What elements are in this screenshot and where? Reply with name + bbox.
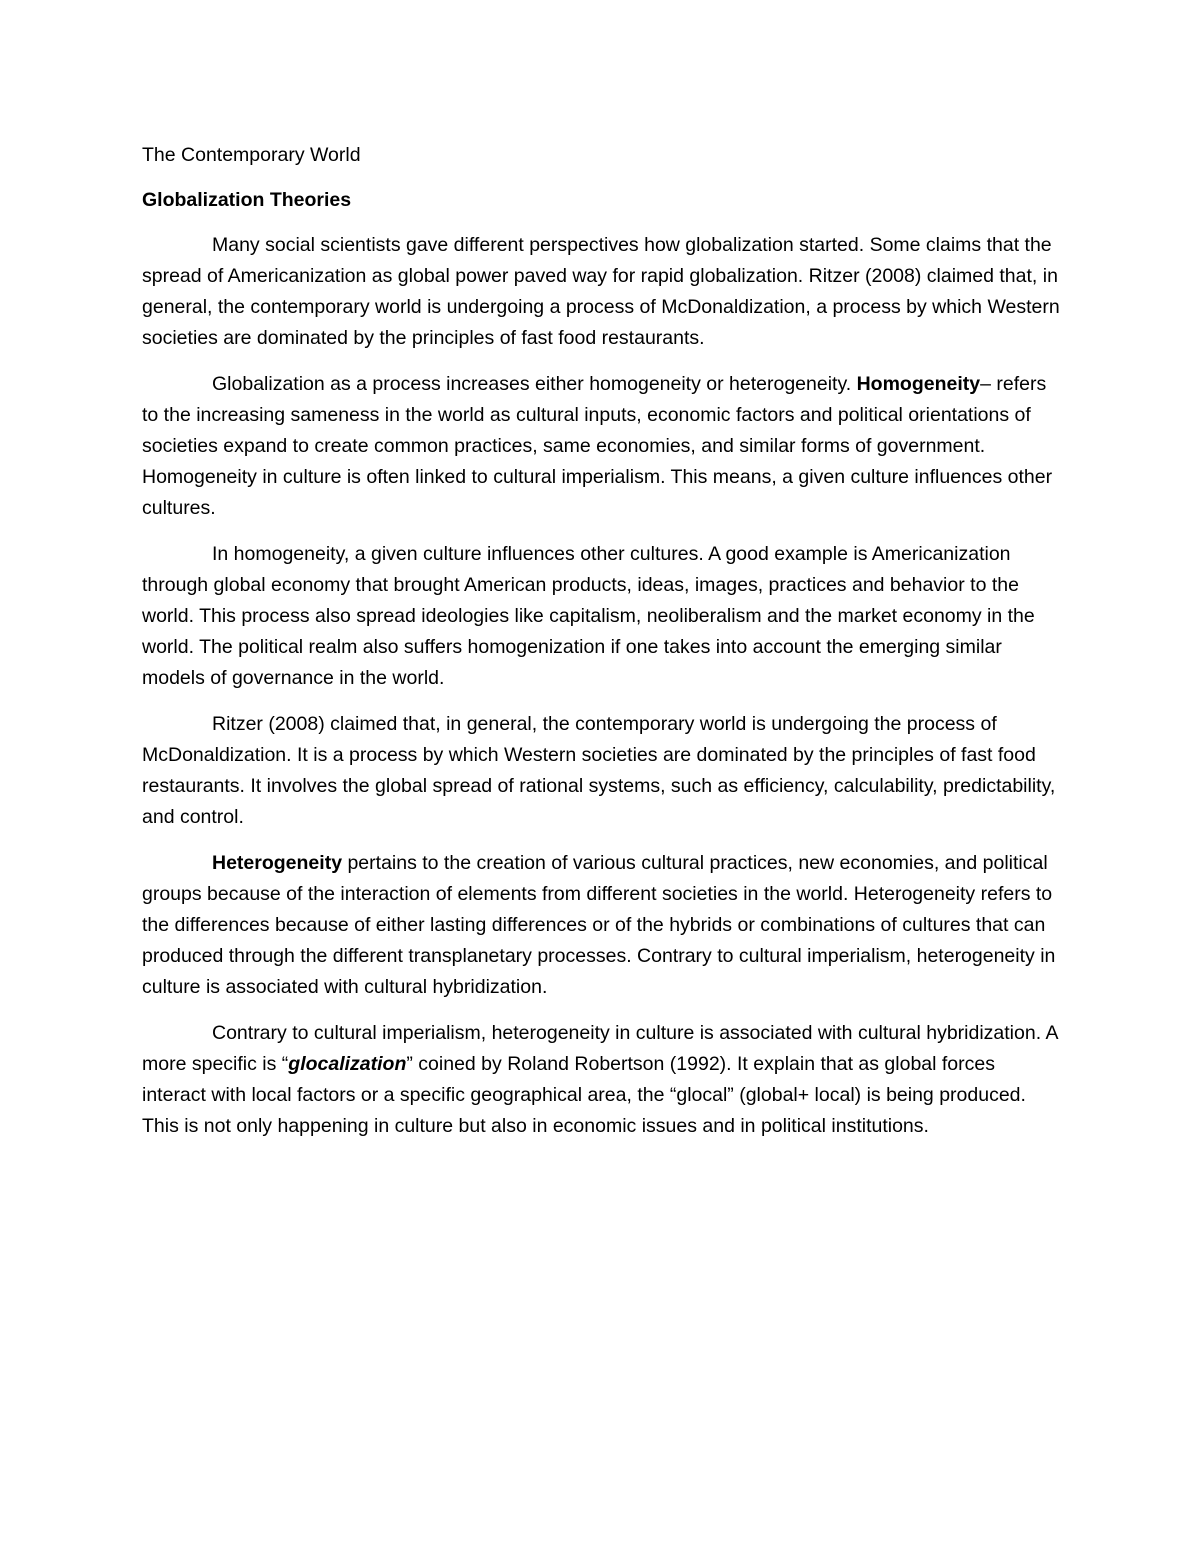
heterogeneity-term: Heterogeneity xyxy=(212,852,343,874)
homogeneity-term: Homogeneity xyxy=(856,373,981,395)
section-heading: Globalization Theories xyxy=(142,189,352,211)
paragraph-americanization: In homogeneity, a given culture influences other cultures. A good example is Americanization through global economy that brought American products, ideas, images, practices and behavior to the world. This process also spread ideologies like capitalism, neoliberalism and the market economy in the world. The political realm also suffers homogenization if one takes into account the emerging similar models of governance in the world. xyxy=(142,543,1035,689)
paragraph-mcdonaldization: Ritzer (2008) claimed that, in general, the contemporary world is undergoing the process of McDonaldization. It is a process by which Western societies are dominated by the principles of fast food restaurants. It involves the global spread of rational systems, such as efficiency, calculability, predictability, and control. xyxy=(142,713,1056,828)
paragraph-glocalization xyxy=(142,1018,1062,1142)
paragraph-intro: Many social scientists gave different perspectives how globalization started. Some claims that the spread of Americanization as global power paved way for rapid globalization. Ritzer (2008) claimed that, in general, the contemporary world is undergoing a process of McDonaldization, a process by which Western societies are dominated by the principles of fast food restaurants. xyxy=(142,234,1060,349)
document-body xyxy=(142,140,1062,1157)
glocalization-after: ” coined by Roland Robertson (1992). It explain that as global forces interact with local factors or a specific geographical area, the “glocal” (global+ local) is being produced. This is not only happening in culture but also in economic issues and in political institutions. xyxy=(142,1053,1026,1137)
paragraph-homogeneity xyxy=(142,369,1062,524)
document-title: The Contemporary World xyxy=(142,144,361,166)
heterogeneity-definition: pertains to the creation of various cultural practices, new economies, and political groups because of the interaction of elements from different societies in the world. Heterogeneity refers to the differences because of either lasting differences or of the hybrids or combinations of cultures that can produced through the different transplanetary processes. Contrary to cultural imperialism, heterogeneity in culture is associated with cultural hybridization. xyxy=(142,852,1056,998)
glocalization-before: Contrary to cultural imperialism, heterogeneity in culture is associated with cultural hybridization. A more specific is “ xyxy=(142,1022,1058,1075)
homogeneity-definition: – refers to the increasing sameness in the world as cultural inputs, economic factors and political orientations of societies expand to create common practices, same economies, and similar forms of government. Homogeneity in culture is often linked to cultural imperialism. This means, a given culture influences other cultures. xyxy=(142,373,1053,519)
glocalization-term: glocalization xyxy=(288,1053,407,1075)
homogeneity-intro: Globalization as a process increases either homogeneity or heterogeneity. xyxy=(212,373,857,395)
paragraph-heterogeneity xyxy=(142,848,1062,1003)
